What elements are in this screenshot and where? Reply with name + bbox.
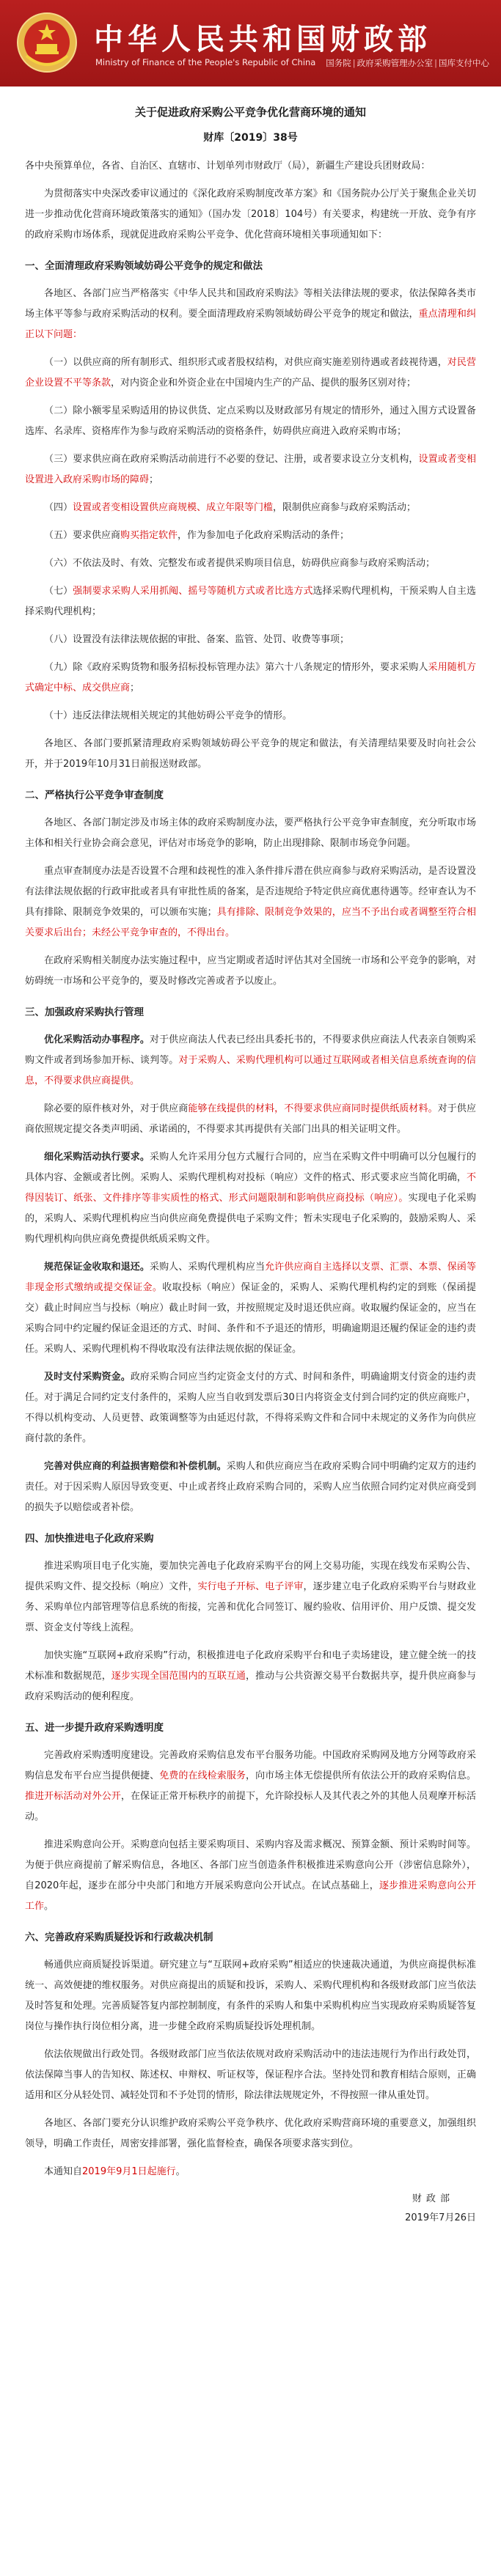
section-3-paragraph <box>25 1367 476 1449</box>
text-segment: ，在保证正常开标秩序的前提下，允许除投标人及其代表之外的其他人员观摩开标活动。 <box>25 1791 476 1822</box>
highlighted-text: 逐步实现全国范围内的互联互通 <box>111 1671 246 1682</box>
sub-heading: 优化采购活动办事程序。 <box>44 1034 150 1045</box>
list-item <box>25 353 476 394</box>
text-segment: ，推动与公共资源交易平台数据共享，提升供应商参与政府采购活动的便利程度。 <box>25 1671 476 1702</box>
text-segment: 收取投标（响应）保证金的，采购人、采购代理机构约定的到账（保函提交）截止时间应当与投标（响应）截止时间一致，并按照规定及时退还供应商。收取履约保证金的，应当在采购合同中约定履约保证金退还的方式、时间、条件和不予退还的情形，明确逾期退还履约保证金的违约责任。采购人、采购代理机构不得收取没有法律法规依据的保证金。 <box>25 1282 476 1355</box>
article <box>0 87 501 2228</box>
text-segment: （一）以供应商的所有制形式、组织形式或者股权结构，对供应商实施差别待遇或者歧视待遇， <box>44 357 447 368</box>
text-segment: 采购人、采购代理机构应当 <box>150 1262 266 1273</box>
text-segment: （十）违反法律法规相关规定的其他妨碍公平竞争的情形。 <box>44 710 293 721</box>
text-segment: 加快实施“互联网+政府采购”行动，积极推进电子化政府采购平台和电子卖场建设，建立健全统一的技术标准和数据规范， <box>25 1650 476 1682</box>
highlighted-text: 设置或者变相设置供应商规模、成立年限等门槛 <box>73 502 274 513</box>
highlighted-text: 推进开标活动对外公开 <box>25 1791 121 1802</box>
text-segment: （七） <box>44 586 73 597</box>
national-emblem-icon[interactable] <box>16 12 78 73</box>
sub-heading: 及时支付采购资金。 <box>44 1372 131 1383</box>
highlighted-text: 实行电子开标、电子评审 <box>197 1581 304 1592</box>
text-segment: 实现电子化采购的，采购人、采购代理机构应当向供应商免费提供电子采购文件；暂未实现电子化采购的，鼓励采购人、采购代理机构向供应商免费提供纸质采购文件。 <box>25 1193 476 1245</box>
text-segment: 选择采购代理机构，干预采购人自主选择采购代理机构； <box>25 586 476 617</box>
section-2-paragraph <box>25 861 476 943</box>
list-item <box>25 553 476 574</box>
text-segment: ，向市场主体无偿提供所有依法公开的政府采购信息。 <box>246 1770 476 1781</box>
section-3-paragraph <box>25 1257 476 1360</box>
text-segment: ； <box>149 474 159 485</box>
text-segment: （二）除小额零星采购适用的协议供货、定点采购以及财政部另有规定的情形外，通过入围方式设置备选库、名录库、资格库作为参与政府采购活动的资格条件，妨碍供应商进入政府采购市场； <box>25 405 476 437</box>
highlighted-text: 对于采购人、采购代理机构可以通过互联网或者相关信息系统查询的信息，不得要求供应商提供。 <box>25 1055 476 1086</box>
highlighted-text: 设置或者变相设置进入政府采购市场的障碍 <box>25 454 476 485</box>
section-2-paragraph: 在政府采购相关制度办法实施过程中，应当定期或者适时评估其对全国统一市场和公平竞争的影响，对妨碍统一市场和公平竞争的，要及时修改完善或者予以废止。 <box>25 955 476 987</box>
text-segment: 重点审查制度办法是否设置不合理和歧视性的准入条件排斥潜在供应商参与政府采购活动，是否设置没有法律法规依据的行政审批或者具有审批性质的备案，是否违规给予特定供应商优惠待遇等。经审查认为不具有排除、限制竞争效果的，可以颁布实施； <box>25 866 476 918</box>
text-segment: 除必要的原件核对外，对于供应商 <box>44 1103 189 1114</box>
salutation: 各中央预算单位，各省、自治区、直辖市、计划单列市财政厅（局），新疆生产建设兵团财政局： <box>25 161 431 172</box>
section-3-paragraph <box>25 1147 476 1250</box>
link-procurement-office[interactable]: 政府采购管理办公室 <box>356 58 434 68</box>
text-segment: ； <box>130 682 140 693</box>
section-5-paragraph <box>25 1835 476 1917</box>
text-segment: ，逐步建立电子化政府采购平台与财政业务、采购单位内部管理等信息系统的衔接，完善和优化合同签订、履约验收、信用评价、用户反馈、提交发票、资金支付等线上流程。 <box>25 1581 476 1633</box>
article-title: 关于促进政府采购公平竞争优化营商环境的通知 <box>134 106 366 119</box>
sub-heading: 规范保证金收取和退还。 <box>44 1262 150 1273</box>
section-3-paragraph <box>25 1457 476 1518</box>
site-header <box>0 0 501 87</box>
section-5-heading: 五、进一步提升政府采购透明度 <box>25 1722 164 1734</box>
section-6-heading: 六、完善政府采购质疑投诉和行政裁决机制 <box>25 1932 213 1943</box>
highlighted-text: 具有排除、限制竞争效果的，应当不予出台或者调整至符合相关要求后出台；未经公平竞争审查的，不得出台。 <box>25 907 476 938</box>
effective-date-paragraph <box>25 2162 476 2182</box>
text-segment: （三）要求供应商在政府采购活动前进行不必要的登记、注册，或者要求设立分支机构， <box>44 454 419 465</box>
list-item <box>25 449 476 490</box>
section-1-closing: 各地区、各部门要抓紧清理政府采购领域妨碍公平竞争的规定和做法，有关清理结果要及时向社会公开，并于2019年10月31日前报送财政部。 <box>25 738 476 770</box>
highlighted-text: 免费的在线检索服务 <box>159 1770 246 1781</box>
text-segment: 。 <box>175 2166 186 2177</box>
text-segment: 对于供应商依照规定提交各类声明函、承诺函的，不得要求其再提供有关部门出具的相关证明文件。 <box>25 1103 476 1135</box>
highlighted-text: 对民营企业设置不平等条款 <box>25 357 476 389</box>
section-6-paragraph: 畅通供应商质疑投诉渠道。研究建立与“互联网+政府采购”相适应的快速裁决通道，为供应商提供标准统一、高效便捷的维权服务。对供应商提出的质疑和投诉，采购人、采购代理机构和各级财政部门应当依法及时答复和处理。完善质疑答复内部控制制度，有条件的采购人和集中采购机构应当实现政府采购质疑答复岗位与操作执行岗位相分离，进一步健全政府采购质疑投诉处理机制。 <box>25 1959 476 2032</box>
list-item <box>25 658 476 699</box>
text-segment: ，对内资企业和外资企业在中国境内生产的产品、提供的服务区别对待； <box>111 378 417 389</box>
highlighted-text: 2019年9月1日起施行 <box>82 2166 176 2177</box>
link-state-council[interactable]: 国务院 <box>326 58 351 68</box>
section-3-paragraph <box>25 1099 476 1140</box>
highlighted-text: 逐步推进采购意向公开工作 <box>25 1880 476 1912</box>
list-item <box>25 630 476 650</box>
list-item <box>25 526 476 546</box>
section-2-paragraph: 各地区、各部门制定涉及市场主体的政府采购制度办法，要严格执行公平竞争审查制度，充分听取市场主体和相关行业协会商会意见，评估对市场竞争的影响，防止出现排除、限制市场竞争问题。 <box>25 817 476 849</box>
section-2-heading: 二、严格执行公平竞争审查制度 <box>25 790 164 801</box>
section-3-heading: 三、加强政府采购执行管理 <box>25 1007 144 1018</box>
section-1-paragraph <box>25 284 476 345</box>
highlighted-text: 强制要求采购人采用抓阄、摇号等随机方式或者比选方式 <box>73 586 313 597</box>
link-treasury-center[interactable]: 国库支付中心 <box>439 58 489 68</box>
section-5-paragraph <box>25 1745 476 1828</box>
text-segment: （九）除《政府采购货物和服务招标投标管理办法》第六十八条规定的情形外，要求采购人 <box>44 662 428 673</box>
text-segment: 。 <box>44 1901 54 1912</box>
signature-date: 2019年7月26日 <box>405 2212 476 2223</box>
section-1-heading: 一、全面清理政府采购领域妨碍公平竞争的规定和做法 <box>25 260 263 272</box>
text-segment: 本通知自 <box>44 2166 83 2177</box>
text-segment: ，限制供应商参与政府采购活动； <box>273 502 417 513</box>
document-number: 财库〔2019〕38号 <box>203 132 298 144</box>
list-item <box>25 581 476 622</box>
highlighted-text: 允许供应商自主选择以支票、汇票、本票、保函等非现金形式缴纳或提交保证金。 <box>25 1262 476 1293</box>
list-item <box>25 498 476 518</box>
text-segment: （六）不依法及时、有效、完整发布或者提供采购项目信息，妨碍供应商参与政府采购活动； <box>44 558 436 569</box>
highlighted-text: 不得因装订、纸张、文件排序等非实质性的格式、形式问题限制和影响供应商投标（响应）。 <box>25 1172 476 1204</box>
highlighted-text: 购买指定软件 <box>120 530 178 541</box>
section-4-paragraph <box>25 1556 476 1638</box>
section-3-paragraph <box>25 1030 476 1092</box>
section-4-heading: 四、加快推进电子化政府采购 <box>25 1533 154 1545</box>
site-title[interactable]: 中华人民共和国财政部 <box>94 22 431 56</box>
intro-paragraph: 为贯彻落实中央深改委审议通过的《深化政府采购制度改革方案》和《国务院办公厅关于聚焦企业关切进一步推动优化营商环境政策落实的通知》（国办发〔2018〕104号）有关要求，构建统一开放、竞争有序的政府采购市场体系，现就促进政府采购公平竞争、优化营商环境相关事项通知如下： <box>25 188 476 240</box>
signature-org: 财政部 <box>412 2193 454 2204</box>
text-segment: （五）要求供应商 <box>44 530 121 541</box>
sub-heading: 细化采购活动执行要求。 <box>44 1152 150 1163</box>
list-item <box>25 401 476 442</box>
text-segment: 推进采购项目电子化实施，要加快完善电子化政府采购平台的网上交易功能，实现在线发布采购公告、提供采购文件、提交投标（响应）文件， <box>25 1561 476 1592</box>
highlighted-text: 采用随机方式确定中标、成交供应商 <box>25 662 476 693</box>
section-4-paragraph <box>25 1646 476 1707</box>
site-subtitle: Ministry of Finance of the People's Republic of China <box>95 57 316 67</box>
text-segment: 完善政府采购透明度建设。完善政府采购信息发布平台服务功能。中国政府采购网及地方分网等政府采购信息发布平台应当提供便捷、 <box>25 1750 476 1781</box>
text-segment: 政府采购合同应当约定资金支付的方式、时间和条件，明确逾期支付资金的违约责任。对于满足合同约定支付条件的，采购人应当自收到发票后30日内将资金支付到合同约定的供应商账户，不得以机构变动、人员更替、政策调整等为由延迟付款，不得将采购文件和合同中未规定的义务作为向供应商付款的条件。 <box>25 1372 476 1444</box>
text-segment: （四） <box>44 502 73 513</box>
text-segment: 各地区、各部门应当严格落实《中华人民共和国政府采购法》等相关法律法规的要求，依法保障各类市场主体平等参与政府采购活动的权利。要全面清理政府采购领域妨碍公平竞争的规定和做法， <box>25 288 476 320</box>
text-segment: 采购人允许采用分包方式履行合同的，应当在采购文件中明确可以分包履行的具体内容、金额或者比例。采购人、采购代理机构对投标（响应）文件的格式、形式要求应当简化明确， <box>25 1152 476 1183</box>
header-links: 国务院 | 政府采购管理办公室 | 国库支付中心 <box>326 58 489 68</box>
section-6-paragraph: 依法依规做出行政处罚。各级财政部门应当依法依规对政府采购活动中的违法违规行为作出行政处罚，依法保障当事人的告知权、陈述权、申辩权、听证权等，保证程序合法。坚持处罚和教育相结合原则，正确适用和区分从轻处罚、减轻处罚和不予处罚的情形，除法律法规规定外，不得按照一律从重处罚。 <box>25 2049 476 2101</box>
section-6-paragraph: 各地区、各部门要充分认识维护政府采购公平竞争秩序、优化政府采购营商环境的重要意义，加强组织领导，明确工作责任，周密安排部署，强化监督检查，确保各项要求落实到位。 <box>25 2118 476 2149</box>
text-segment: （八）设置没有法律法规依据的审批、备案、监管、处罚、收费等事项； <box>44 634 350 645</box>
text-segment: 推进采购意向公开。采购意向包括主要采购项目、采购内容及需求概况、预算金额、预计采购时间等。为便于供应商提前了解采购信息，各地区、各部门应当创造条件积极推进采购意向公开（涉密信息除外），自2020年起，逐步在部分中央部门和地方开展采购意向公开试点。在试点基础上， <box>25 1839 476 1891</box>
highlighted-text: 能够在线提供的材料，不得要求供应商同时提供纸质材料。 <box>188 1103 438 1114</box>
sub-heading: 完善对供应商的利益损害赔偿和补偿机制。 <box>44 1461 227 1472</box>
text-segment: ，作为参加电子化政府采购活动的条件； <box>178 530 350 541</box>
text-segment: 采购人和供应商应当在政府采购合同中明确约定双方的违约责任。对于因采购人原因导致变更、中止或者终止政府采购合同的，采购人应当依照合同约定对供应商受到的损失予以赔偿或者补偿。 <box>25 1461 476 1513</box>
list-item <box>25 706 476 726</box>
signature-block <box>25 2190 476 2228</box>
highlighted-text: 重点清理和纠正以下问题： <box>25 309 476 340</box>
text-segment: 对于供应商法人代表已经出具委托书的，不得要求供应商法人代表亲自领购采购文件或者到场参加开标、谈判等。 <box>25 1034 476 1066</box>
